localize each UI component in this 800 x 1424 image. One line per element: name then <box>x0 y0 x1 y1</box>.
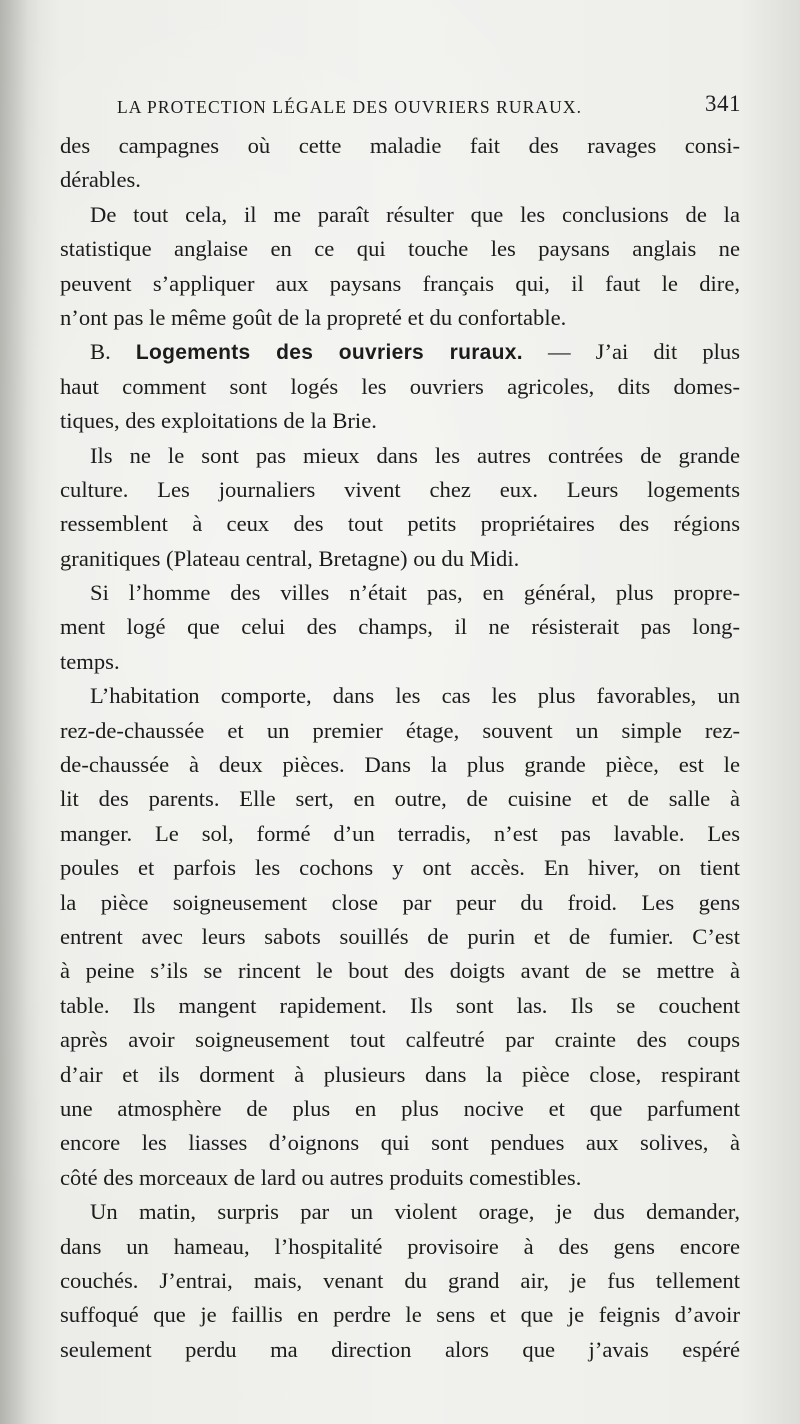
text-line: ment logé que celui des champs, il ne résisterait pas long- <box>60 614 740 640</box>
text-line: granitiques (Plateau central, Bretagne) ou du Midi. <box>60 545 520 571</box>
text-line: la pièce soigneusement close par peur du froid. Les gens <box>60 889 740 915</box>
text-line: des campagnes où cette maladie fait des ravages consi- <box>60 133 740 158</box>
text-line: après avoir soigneusement tout calfeutré par crainte des coups <box>60 1027 740 1053</box>
text-line: poules et parfois les cochons y ont accès. En hiver, on tient <box>60 855 740 881</box>
running-title: LA PROTECTION LÉGALE DES OUVRIERS RURAUX. <box>117 97 583 117</box>
text-line: culture. Les journaliers vivent chez eux. Leurs logements <box>60 476 740 502</box>
text-line: manger. Le sol, formé d’un terradis, n’est pas lavable. Les <box>60 820 740 846</box>
text-line: table. Ils mangent rapidement. Ils sont las. Ils se couchent <box>60 992 740 1018</box>
section-marker: B. <box>90 339 111 365</box>
section-b-line <box>60 335 740 369</box>
text-line: dérables. <box>60 167 141 193</box>
running-header <box>117 91 741 122</box>
text-line: rez-de-chaussée et un premier étage, souvent un simple rez- <box>60 717 740 743</box>
text-line: une atmosphère de plus en plus nocive et que parfument <box>60 1095 740 1121</box>
text-line: d’air et ils dorment à plusieurs dans la pièce close, respirant <box>60 1061 740 1087</box>
binding-shadow <box>0 0 40 1424</box>
text-line: côté des morceaux de lard ou autres produits comestibles. <box>60 1164 582 1190</box>
text-line: Ils ne le sont pas mieux dans les autres contrées de grande <box>90 442 740 468</box>
text-line: tiques, des exploitations de la Brie. <box>60 408 377 434</box>
body-text <box>60 129 740 1367</box>
text-line: lit des parents. Elle sert, en outre, de cuisine et de salle à <box>60 786 740 812</box>
text-line: entrent avec leurs sabots souillés de purin et de fumier. C’est <box>60 923 740 949</box>
text-line: ressemblent à ceux des tout petits propriétaires des régions <box>60 511 740 537</box>
text-line: L’habitation comporte, dans les cas les plus favorables, un <box>90 683 740 709</box>
text-line: suffoqué que je faillis en perdre le sens et que je feignis d’avoir <box>60 1302 740 1328</box>
text-line: dans un hameau, l’hospitalité provisoire à des gens encore <box>60 1233 740 1259</box>
text-line: encore les liasses d’oignons qui sont pendues aux solives, à <box>60 1130 740 1156</box>
text-line: haut comment sont logés les ouvriers agricoles, dits domes- <box>60 373 740 399</box>
text-line: couchés. J’entrai, mais, venant du grand air, je fus tellement <box>60 1267 740 1293</box>
text-line: Si l’homme des villes n’était pas, en général, plus propre- <box>90 580 740 606</box>
text-line: n’ont pas le même goût de la propreté et du confortable. <box>60 304 567 330</box>
section-heading: Logements des ouvriers ruraux. <box>135 341 523 365</box>
text-line: seulement perdu ma direction alors que j’avais espéré <box>60 1336 740 1362</box>
text-line: De tout cela, il me paraît résulter que les conclusions de la <box>90 201 740 227</box>
text-line: à peine s’ils se rincent le bout des doigts avant de se mettre à <box>60 958 740 984</box>
text-line: peuvent s’appliquer aux paysans français qui, il faut le dire, <box>60 270 740 296</box>
text-line: Un matin, surpris par un violent orage, je dus demander, <box>90 1199 740 1225</box>
section-heading-rest: — J’ai dit plus <box>548 339 740 365</box>
page-number: 341 <box>705 91 741 116</box>
text-line: de-chaussée à deux pièces. Dans la plus grande pièce, est le <box>60 752 740 778</box>
text-line: statistique anglaise en ce qui touche les paysans anglais ne <box>60 236 740 262</box>
text-line: temps. <box>60 648 120 674</box>
